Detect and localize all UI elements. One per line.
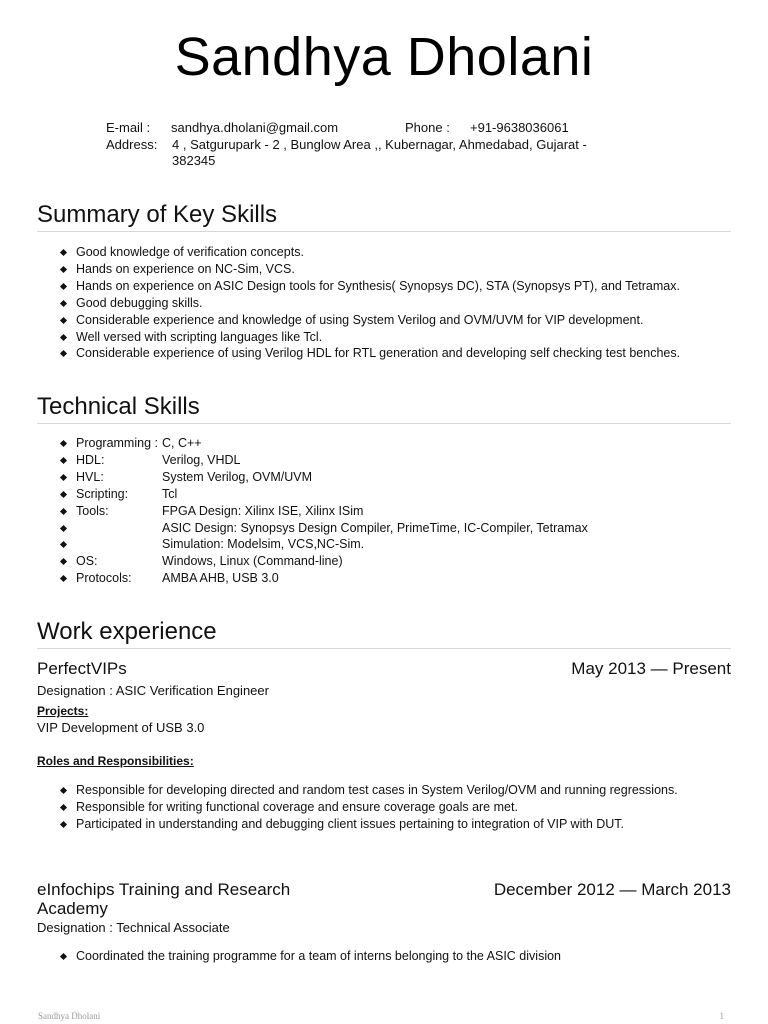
projects-heading: Projects:: [37, 704, 89, 718]
footer-name: Sandhya Dholani: [38, 1011, 101, 1021]
list-item: [58, 312, 680, 329]
list-item: [58, 816, 678, 833]
list-item-text: Responsible for writing functional coverage and ensure coverage goals are met.: [76, 799, 518, 814]
bullet-icon: [60, 317, 67, 324]
work-section-title: Work experience: [37, 618, 731, 649]
bullet-icon: [60, 249, 67, 256]
skill-key: Programming :: [76, 436, 158, 450]
list-item: [58, 244, 680, 261]
bullet-icon: [60, 558, 67, 565]
list-item: [58, 345, 680, 362]
list-item: [58, 329, 680, 346]
list-item: [58, 799, 678, 816]
company-line: eInfochips Training and Research: [37, 880, 291, 899]
list-item-text: Hands on experience on ASIC Design tools for Synthesis( Synopsys DC), STA (Synopsys PT), and Tetramax.: [76, 278, 680, 293]
email-label: E-mail :: [106, 120, 151, 135]
address-value: 4 , Satgurupark - 2 , Bunglow Area ,, Kubernagar, Ahmedabad, Gujarat - 382345: [172, 136, 587, 168]
bullet-icon: [60, 333, 67, 340]
skill-value: C, C++: [162, 436, 202, 450]
list-item-text: Considerable experience of using Verilog HDL for RTL generation and developing self checking test benches.: [76, 346, 681, 361]
list-item: [58, 570, 588, 587]
list-item: [58, 536, 588, 553]
bullet-icon: [60, 283, 67, 290]
skill-value: System Verilog, OVM/UVM: [162, 469, 313, 484]
technical-section-title: Technical Skills: [37, 393, 731, 424]
list-item-text: Good knowledge of verification concepts.: [76, 245, 304, 259]
roles-list: [58, 948, 561, 965]
bullet-icon: [60, 575, 67, 582]
skill-value: FPGA Design: Xilinx ISE, Xilinx ISim: [162, 503, 364, 518]
address-label: Address:: [106, 136, 158, 152]
list-item: [58, 520, 588, 537]
list-item-text: Coordinated the training programme for a team of interns belonging to the ASIC division: [76, 949, 561, 963]
bullet-icon: [60, 541, 67, 548]
technical-list: [58, 435, 588, 587]
bullet-icon: [60, 266, 67, 273]
list-item: [58, 452, 588, 469]
skill-value: Windows, Linux (Command-line): [162, 554, 343, 569]
bullet-icon: [60, 474, 67, 481]
summary-list: [58, 244, 680, 362]
list-item: [58, 435, 588, 452]
list-item: [58, 948, 561, 965]
phone-label: Phone :: [405, 120, 450, 135]
phone-value: +91-9638036061: [470, 120, 569, 135]
skill-key: HVL:: [76, 469, 104, 484]
list-item: [58, 553, 588, 570]
bullet-icon: [60, 524, 67, 531]
job-dates: May 2013 — Present: [571, 659, 731, 678]
bullet-icon: [60, 300, 67, 307]
roles-heading: Roles and Responsibilities:: [37, 754, 194, 768]
list-item: [58, 278, 680, 295]
job-designation: Designation : Technical Associate: [37, 920, 230, 935]
company-line: Academy: [37, 899, 108, 918]
job-designation: Designation : ASIC Verification Engineer: [37, 683, 269, 698]
bullet-icon: [60, 787, 67, 794]
list-item-text: Considerable experience and knowledge of using System Verilog and OVM/UVM for VIP development.: [76, 312, 644, 327]
skill-value: Verilog, VHDL: [162, 452, 241, 467]
skill-key: Tools:: [76, 503, 109, 518]
list-item-text: Participated in understanding and debugging client issues pertaining to integration of VIP with DUT.: [76, 816, 625, 831]
skill-key: OS:: [76, 554, 98, 569]
bullet-icon: [60, 350, 67, 357]
bullet-icon: [60, 457, 67, 464]
list-item: [58, 469, 588, 486]
bullet-icon: [60, 953, 67, 960]
list-item-text: Good debugging skills.: [76, 295, 203, 310]
skill-value: ASIC Design: Synopsys Design Compiler, PrimeTime, IC-Compiler, Tetramax: [162, 520, 588, 535]
page-number: 1: [719, 1011, 724, 1021]
skill-key: HDL:: [76, 452, 105, 467]
job-company: [37, 880, 290, 918]
skill-value: Simulation: Modelsim, VCS,NC-Sim.: [162, 537, 365, 552]
job-dates: December 2012 — March 2013: [493, 880, 731, 899]
email-value[interactable]: sandhya.dholani@gmail.com: [171, 120, 339, 135]
summary-section-title: Summary of Key Skills: [37, 201, 731, 232]
list-item: [58, 503, 588, 520]
bullet-icon: [60, 491, 67, 498]
list-item: [58, 261, 680, 278]
list-item: [58, 486, 588, 503]
list-item-text: Hands on experience on NC-Sim, VCS.: [76, 261, 295, 276]
skill-value: AMBA AHB, USB 3.0: [162, 571, 279, 586]
skill-key: Protocols:: [76, 571, 132, 586]
skill-key: Scripting:: [76, 486, 129, 501]
bullet-icon: [60, 821, 67, 828]
bullet-icon: [60, 804, 67, 811]
bullet-icon: [60, 440, 67, 447]
job-company: PerfectVIPs: [37, 659, 127, 678]
roles-list: [58, 782, 678, 833]
list-item: [58, 782, 678, 799]
list-item: [58, 295, 680, 312]
candidate-name: Sandhya Dholani: [174, 27, 594, 87]
list-item-text: Responsible for developing directed and random test cases in System Verilog/OVM and running regressions.: [76, 783, 678, 797]
list-item-text: Well versed with scripting languages like Tcl.: [76, 329, 323, 344]
skill-value: Tcl: [162, 486, 178, 501]
project-item: VIP Development of USB 3.0: [37, 720, 205, 735]
bullet-icon: [60, 508, 67, 515]
